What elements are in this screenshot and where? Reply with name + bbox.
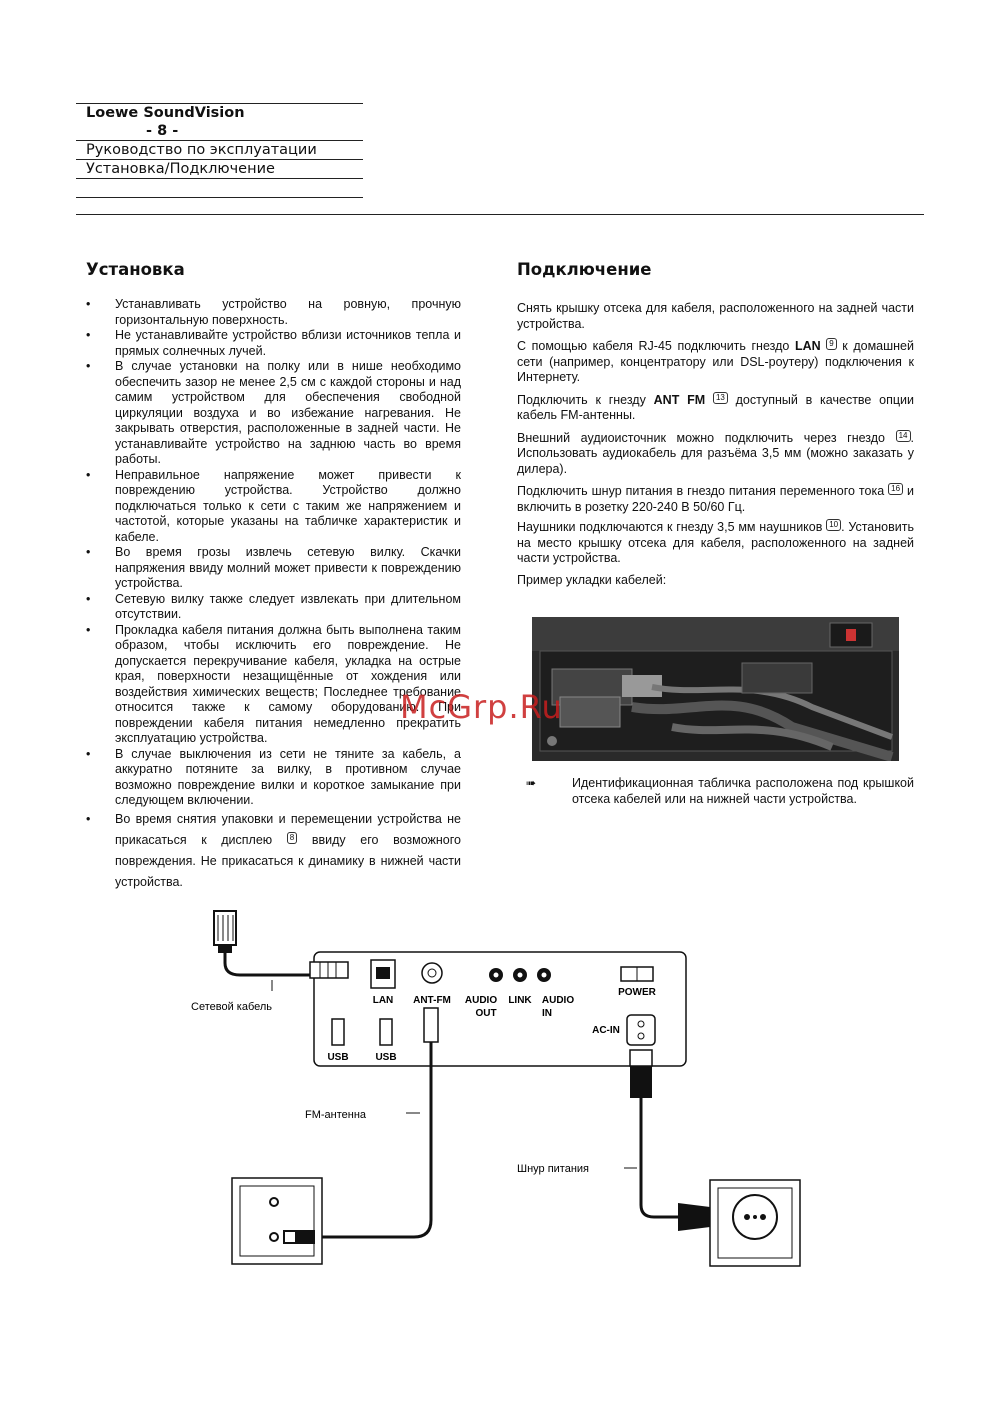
list-item: • Неправильное напряжение может привести к повреждению устройства. Устройство должно подключаться только к сети с таким же напряжением и частотой, которые указаны на табличке характеристик и кабеле. xyxy=(86,468,461,546)
rj45-plug-icon xyxy=(214,911,236,953)
paragraph: Подключить шнур питания в гнездо питания переменного тока 16 и включить в розетку 220-240 В 50/60 Гц. xyxy=(517,484,914,514)
svg-text:POWER: POWER xyxy=(618,987,656,998)
cable-compartment-photo xyxy=(532,617,899,761)
installation-list xyxy=(86,297,461,893)
list-item: • В случае установки на полку или в нише необходимо обеспечить зазор не менее 2,5 см с каждой стороны и над самим устройством для обеспечения свободной циркуляции воздуха и во избежание нагревания. Не закрывать отверстия, расположенные в задней части. Не устанавливайте устройство на заднюю часть во время работы. xyxy=(86,359,461,468)
svg-text:AUDIO: AUDIO xyxy=(541,995,575,1006)
header-blank-row xyxy=(76,178,363,197)
installation-column xyxy=(86,297,461,893)
svg-text:USB: USB xyxy=(327,1052,349,1063)
usb-port-icon xyxy=(380,1019,392,1045)
ref-number: 8 xyxy=(287,832,297,844)
arrow-icon: ➠ xyxy=(526,776,537,790)
brand-name: Loewe SoundVision xyxy=(76,103,363,122)
document-header xyxy=(76,103,363,198)
svg-text:LINK: LINK xyxy=(508,995,532,1006)
page-number: - 8 - xyxy=(146,123,179,139)
paragraph: Внешний аудиоисточник можно подключить через гнездо 14 . Использовать аудиокабель для разъёма 3,5 мм (можно заказать у дилера). xyxy=(517,430,914,476)
header-bottom-line xyxy=(76,197,363,198)
network-cable-label: Сетевой кабель xyxy=(191,1001,273,1013)
paragraph: Наушники подключаются к гнезду 3,5 мм наушников 10 . Установить на место крышку отсека для кабеля, расположенного на задней части устройства. xyxy=(517,520,914,565)
doc-title: Руководство по эксплуатации xyxy=(76,140,363,159)
list-item-text: Во время снятия упаковки и перемещении устройства не прикасаться к дисплею xyxy=(115,811,461,847)
paragraph: С помощью кабеля RJ-45 подключить гнездо LAN 9 к домашней сети (например, концентратору или DSL-роутеру) подключения к Интернету. xyxy=(517,339,914,384)
ref-number: 16 xyxy=(888,483,903,495)
svg-text:ANT-FM: ANT-FM xyxy=(413,995,451,1006)
list-item: • В случае выключения из сети не тяните за кабель, а аккуратно потяните за вилку, в противном случае возможно повреждение вилки и короткое замыкание при следующем включении. xyxy=(86,747,461,809)
ref-number: 10 xyxy=(826,519,841,531)
watermark: McGrp.Ru xyxy=(400,688,563,726)
list-item xyxy=(86,809,461,893)
connection-diagram xyxy=(180,905,820,1275)
header-rule xyxy=(76,214,924,215)
svg-text:AUDIO: AUDIO xyxy=(464,995,498,1006)
usb-port-icon xyxy=(332,1019,344,1045)
connection-column xyxy=(517,301,914,573)
svg-text:USB: USB xyxy=(375,1052,397,1063)
connection-heading: Подключение xyxy=(517,260,652,279)
ac-in-port-icon xyxy=(627,1015,655,1045)
svg-text:LAN: LAN xyxy=(372,995,394,1006)
list-item: • Прокладка кабеля питания должна быть выполнена таким образом, чтобы исключить его повреждение. Не допускается перекручивание кабеля, укладка на острые края, поверхности незащищённые от хождения или воздействия химических веществ; Последнее требование относится также к самому оборудованию. При повреждении кабеля питания немедленно прекратить эксплуатацию устройства. xyxy=(86,623,461,747)
svg-text:OUT: OUT xyxy=(475,1008,497,1019)
ref-number: 13 xyxy=(713,392,728,404)
list-item: • Устанавливать устройство на ровную, прочную горизонтальную поверхность. xyxy=(86,297,461,328)
section-title: Установка/Подключение xyxy=(76,159,363,178)
id-plate-note: ➠ Идентификационная табличка расположена под крышкой отсека кабелей или на нижней части устройства. xyxy=(526,776,914,806)
list-item: • Во время грозы извлечь сетевую вилку. Скачки напряжения ввиду молний может привести к повреждению устройства. xyxy=(86,545,461,592)
installation-heading: Установка xyxy=(86,260,185,279)
ref-number: 14 xyxy=(896,430,911,442)
paragraph: Подключить к гнезду ANT FM 13 доступный в качестве опции кабель FM-антенны. xyxy=(517,392,914,422)
fm-antenna-label: FM-антенна xyxy=(305,1109,367,1121)
ref-number: 9 xyxy=(826,338,836,350)
power-cord-label: Шнур питания xyxy=(517,1163,590,1175)
cable-example-caption: Пример укладки кабелей: xyxy=(517,573,667,587)
list-item-text: ввиду его возможного повреждения. Не прикасаться к динамику в нижней части устройства. xyxy=(115,832,461,889)
svg-text:IN: IN xyxy=(542,1008,552,1019)
list-item: • Сетевую вилку также следует извлекать при длительном отсутствии. xyxy=(86,592,461,623)
paragraph: Снять крышку отсека для кабеля, расположенного на задней части устройства. xyxy=(517,301,914,331)
list-item: • Не устанавливайте устройство вблизи источников тепла и прямых солнечных лучей. xyxy=(86,328,461,359)
svg-text:AC-IN: AC-IN xyxy=(592,1025,620,1036)
